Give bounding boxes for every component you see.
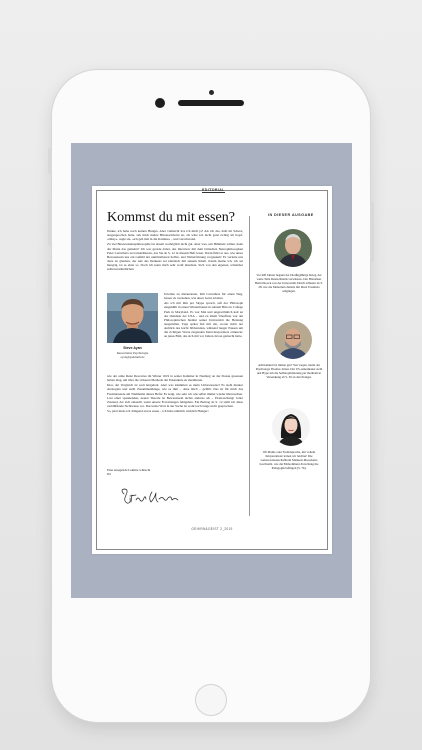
article-wrapped-text [164, 292, 243, 339]
earpiece-speaker [178, 100, 244, 106]
portrait-image [274, 321, 312, 359]
author-photo [107, 293, 158, 343]
proximity-sensor [209, 90, 214, 95]
signature-image [118, 486, 184, 510]
article-intro [107, 229, 243, 272]
paragraph: Danke, ich habe noch keinen Hunger. Aber vielleicht irre ich mich ja? Als ich das, halb im Scherz, ausgesprochen hatte, sah mich meine Büronachbarin an, als wäre ich nicht ganz richtig im Kopf. »Okay«, sagte sie, »ich geh mal in die Kantine« – und verschwand. [107, 229, 243, 242]
column-divider [249, 216, 250, 516]
page-footer: GEHIRN&GEIST 2_2019 [191, 527, 233, 531]
section-kicker: EDITORIAL [202, 188, 225, 192]
volume-down-button [48, 262, 52, 308]
sidebar-teaser-3[interactable]: Oft Mathe oder Fremdsprache, mit vollem Körpereinsatz lernen wir leichter! Die Geisteswissenschaftlerin Manuela Macedonia beschreibt, wie die Embodiment-Forschung die Pädagogik beflügelt (S. 76). [259, 450, 319, 470]
paragraph: So, jetzt muss ich dringend etwas essen – ich habe nämlich wirklich Hunger! [107, 409, 209, 414]
power-button [370, 202, 374, 262]
author-name: Steve Ayan [123, 346, 142, 350]
closing-note [107, 468, 207, 476]
paragraph: Als ich mit ihm per Skype sprach, saß der Philosoph eingehüllt in einen Wintermantel in seinem Büro in College Park in Maryland. Es war Mai und ungewöhnlich kalt an der Ostküste der USA – und zu allem Überfluss war am Philosophischen Institut seiner Universität die Heizung ausgefallen. Tage später fiel mir ein, woran mich der Anblick des leicht bibbernden, während langer Pausen um die richtigen Worte ringenden Interviewpartners erinnerte: an jenes Bild, das sich mir vor Jahren davon gemacht hatte, [164, 301, 243, 339]
paragraph: Zu viel Bewusstseinsphilosophie tut einem womöglich nicht gut. Aber was, um Himmels willen, hatte der Mann das gemeint? Ich war gerade dabei, das Interview mit dem britischen Neurophilosophen Peter Carruthers zu transkribieren, das Sie ab S. 12 in diesem Heft lesen. Darin führt er aus, wie unser Bewusstsein uns ein Gefühl der unmittelbaren Selbst- und Welterfahrung vorgaukelt: Es verleite uns dazu zu glauben, der Akt des Denkens sei identisch mit seinem Inhalt. Kaum meine ich, ich sei hungrig, ist es eben so. Doch ich kann mich sehr wohl täuschen. Sich von den eigenen, scheinbar selbstverständlichen [107, 242, 243, 272]
author-portrait-image [107, 293, 158, 343]
paragraph: Klar, der Vergleich ist weit hergeholt. Aber was klammert es mein Unbewusstes? Es sieht munter Analogien und stellt Zusammenhänge, wie es ihm – ohne mich – gefällt. Das ist für mich das Faszinierende am Titelthema dieses Hefts: Es zeigt, wie sehr wir uns selbst immer wieder überraschen. Last einer spannenden, neuen Theorie ist Bewusstsein nichts anderes als – Überraschung! Jeder Zustand, der sich einstellt, wenn unsere Erwartungen fehlgehen. Ein Beitrag ab S. 12 stellt ich diese verblüffende Sichtweise vor. Das letzte Wort in der Sache ist wohl noch lange nicht gesprochen. [107, 383, 243, 408]
sidebar-teaser-2[interactable]: Achtsamkeit ist immer gut? Von wegen, meint der Psychologe Thomas Joiner. Der US-Amerikaner stellt den Hype um die Selbstoptimierung per meditativer Versenkung ab S. 36 an den Pranger. [255, 363, 323, 379]
portrait-image [272, 408, 310, 446]
magazine-page[interactable] [92, 186, 332, 554]
closing-line: Ihr [107, 472, 111, 477]
portrait-image [274, 229, 312, 267]
sidebar-heading: IN DIESER AUSGABE [268, 213, 314, 217]
sidebar-photo-joiner[interactable] [274, 321, 312, 359]
author-email[interactable]: ayan@spektrum.de [120, 354, 145, 359]
page-title: Kommst du mit essen? [107, 210, 235, 225]
home-button[interactable] [195, 684, 227, 716]
sidebar-photo-roeck[interactable] [274, 229, 312, 267]
volume-up-button [48, 200, 52, 246]
front-camera-icon [155, 98, 165, 108]
author-role: Ressortleiter Psychologie [116, 350, 149, 355]
paragraph: Urteilen zu distanzieren, hält Carruthers für einen Weg, besser zu verstehen, wie unser Geist arbeitet. [164, 292, 243, 301]
mute-switch [48, 148, 52, 174]
article-lower-text [107, 374, 243, 414]
sidebar-photo-macedonia[interactable] [272, 408, 310, 446]
closing-line: Eine anregende Lektüre wünscht [107, 468, 151, 472]
paragraph: wie der arme René Descartes im Winter 1619 in seiner Kammer in Neuburg an der Donau gesessen haben mag, um über die sicheren Methode der Erkenntnis zu meditieren. [107, 374, 243, 383]
sidebar-teaser-1[interactable]: Vor 400 Jahren begann der Dreißigjährige Krieg, der weite Teile Deutschlands verwüstete. Der Historiker Bernd Roeck von der Universität Zürich erläutert ab S. 28, wie die Menschen damals mit ihren Traumata umgingen. [255, 273, 323, 293]
